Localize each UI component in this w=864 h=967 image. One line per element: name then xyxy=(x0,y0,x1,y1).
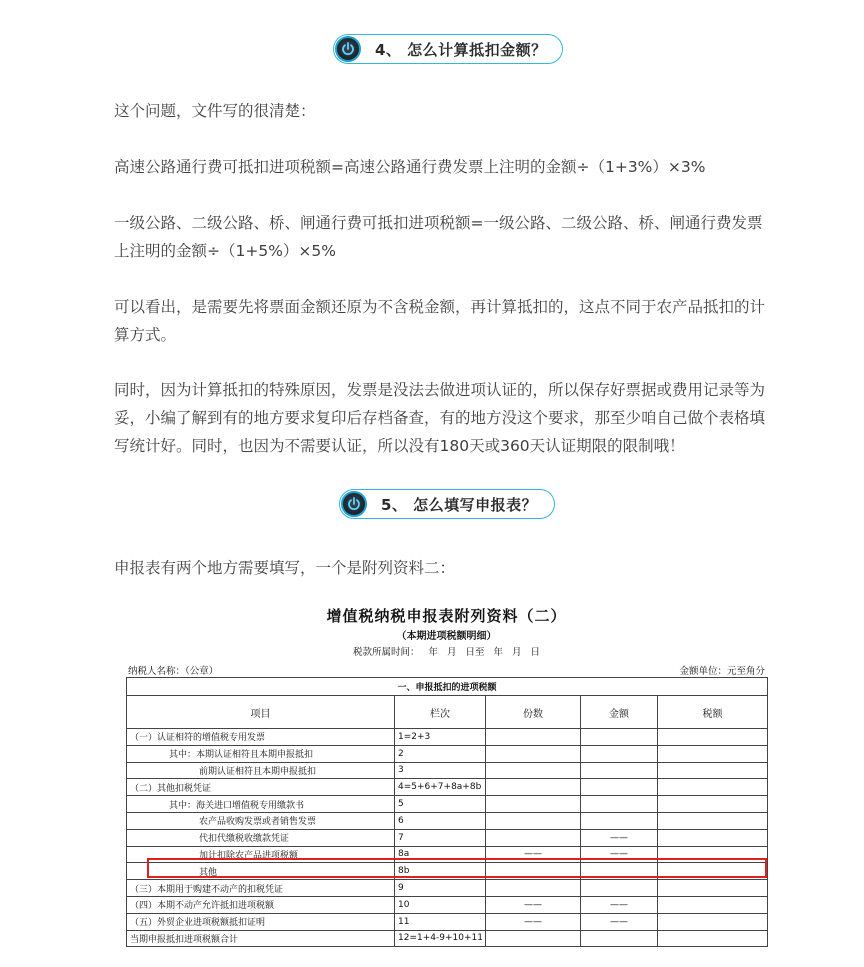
row-copies xyxy=(486,880,581,897)
row-copies xyxy=(486,762,581,779)
table-row xyxy=(127,762,768,779)
table-row xyxy=(127,812,768,829)
row-code: 2 xyxy=(395,745,486,762)
form-title: 增值税纳税申报表附列资料（二） xyxy=(326,607,567,625)
row-copies xyxy=(486,930,581,947)
form-taxpayer: 纳税人名称：（公章） xyxy=(128,666,219,677)
header-item: 项目 xyxy=(127,696,395,729)
row-amount xyxy=(581,779,658,796)
row-code: 12=1+4-9+10+11 xyxy=(395,930,486,947)
row-item: 代扣代缴税收缴款凭证 xyxy=(127,829,395,846)
row-amount xyxy=(581,729,658,746)
header-tax: 税额 xyxy=(658,696,768,729)
row-tax xyxy=(658,913,768,930)
header-copies: 份数 xyxy=(486,696,581,729)
section-heading-4 xyxy=(333,34,563,64)
row-tax xyxy=(658,930,768,947)
form-subtitle: （本期进项税额明细） xyxy=(396,631,497,642)
row-item: （一）认证相符的增值税专用发票 xyxy=(127,729,395,746)
row-code: 10 xyxy=(395,896,486,913)
row-code: 5 xyxy=(395,796,486,813)
row-amount xyxy=(581,762,658,779)
header-row xyxy=(127,696,768,729)
tax-form-image xyxy=(126,605,767,952)
heading-5-label: 5、 怎么填写申报表？ xyxy=(381,495,538,514)
row-amount xyxy=(581,880,658,897)
row-copies xyxy=(486,812,581,829)
table-row xyxy=(127,880,768,897)
table-row xyxy=(127,796,768,813)
row-item: 前期认证相符且本期申报抵扣 xyxy=(127,762,395,779)
row-amount: —— xyxy=(581,913,658,930)
row-tax xyxy=(658,829,768,846)
row-tax xyxy=(658,880,768,897)
row-item: （五）外贸企业进项税额抵扣证明 xyxy=(127,913,395,930)
row-tax xyxy=(658,796,768,813)
row-tax xyxy=(658,812,768,829)
row-item: 其中：海关进口增值税专用缴款书 xyxy=(127,796,395,813)
power-icon xyxy=(341,491,367,517)
row-item: 其他 xyxy=(127,863,395,880)
paragraph-6: 申报表有两个地方需要填写，一个是附列资料二： xyxy=(114,559,456,577)
row-tax xyxy=(658,779,768,796)
row-amount: —— xyxy=(581,846,658,863)
table-row xyxy=(127,829,768,846)
form-period: 税款所属时间： 年 月 日至 年 月 日 xyxy=(352,647,541,658)
row-amount xyxy=(581,930,658,947)
row-code: 8a xyxy=(395,846,486,863)
row-code: 6 xyxy=(395,812,486,829)
table-row xyxy=(127,913,768,930)
row-amount xyxy=(581,812,658,829)
row-item: （二）其他扣税凭证 xyxy=(127,779,395,796)
header-amount: 金额 xyxy=(581,696,658,729)
row-copies xyxy=(486,796,581,813)
table-row xyxy=(127,745,768,762)
row-item: 加计扣除农产品进项税额 xyxy=(127,846,395,863)
paragraph-5: 同时，因为计算抵扣的特殊原因，发票是没法去做进项认证的，所以保存好票据或费用记录等为妥，小编了解到有的地方要求复印后存档备查，有的地方没这个要求，那至少咱自己做个表格填写统计好。同时，也因为不需要认证，所以没有180天或360天认证期限的限制哦！ xyxy=(114,381,766,455)
highlight-box xyxy=(147,858,767,878)
row-tax xyxy=(658,762,768,779)
table-row xyxy=(127,779,768,796)
row-amount xyxy=(581,796,658,813)
row-copies xyxy=(486,729,581,746)
row-code: 8b xyxy=(395,863,486,880)
row-amount: —— xyxy=(581,896,658,913)
table-row xyxy=(127,896,768,913)
row-tax xyxy=(658,896,768,913)
paragraph-4: 可以看出，是需要先将票面金额还原为不含税金额，再计算抵扣的，这点不同于农产品抵扣的计算方式。 xyxy=(114,298,766,344)
paragraph-1: 这个问题，文件写的很清楚： xyxy=(114,102,316,120)
paragraph-3: 一级公路、二级公路、桥、闸通行费可抵扣进项税额=一级公路、二级公路、桥、闸通行费发票上注明的金额÷（1+5%）×5% xyxy=(114,214,763,260)
row-item: 农产品收购发票或者销售发票 xyxy=(127,812,395,829)
row-item: （三）本期用于购建不动产的扣税凭证 xyxy=(127,880,395,897)
row-code: 9 xyxy=(395,880,486,897)
section-heading-5 xyxy=(339,489,555,519)
paragraph-2: 高速公路通行费可抵扣进项税额=高速公路通行费发票上注明的金额÷（1+3%）×3% xyxy=(114,158,706,176)
row-tax xyxy=(658,729,768,746)
row-code: 1=2+3 xyxy=(395,729,486,746)
row-item: 当期申报抵扣进项税额合计 xyxy=(127,930,395,947)
header-code: 栏次 xyxy=(395,696,486,729)
row-tax xyxy=(658,745,768,762)
form-unit: 金额单位：元至角分 xyxy=(679,666,765,677)
row-code: 3 xyxy=(395,762,486,779)
row-code: 7 xyxy=(395,829,486,846)
table-row xyxy=(127,930,768,947)
form-table xyxy=(126,677,768,947)
row-copies xyxy=(486,779,581,796)
section-label: 一、申报抵扣的进项税额 xyxy=(127,678,768,696)
row-copies: —— xyxy=(486,846,581,863)
row-copies xyxy=(486,745,581,762)
row-item: （四）本期不动产允许抵扣进项税额 xyxy=(127,896,395,913)
row-copies: —— xyxy=(486,896,581,913)
row-item: 其中：本期认证相符且本期申报抵扣 xyxy=(127,745,395,762)
row-code: 11 xyxy=(395,913,486,930)
row-code: 4=5+6+7+8a+8b xyxy=(395,779,486,796)
row-copies: —— xyxy=(486,913,581,930)
row-amount xyxy=(581,745,658,762)
row-copies xyxy=(486,829,581,846)
table-row xyxy=(127,729,768,746)
section-row xyxy=(127,678,768,696)
row-amount: —— xyxy=(581,829,658,846)
heading-4-label: 4、 怎么计算抵扣金额？ xyxy=(375,40,547,59)
power-icon xyxy=(335,36,361,62)
